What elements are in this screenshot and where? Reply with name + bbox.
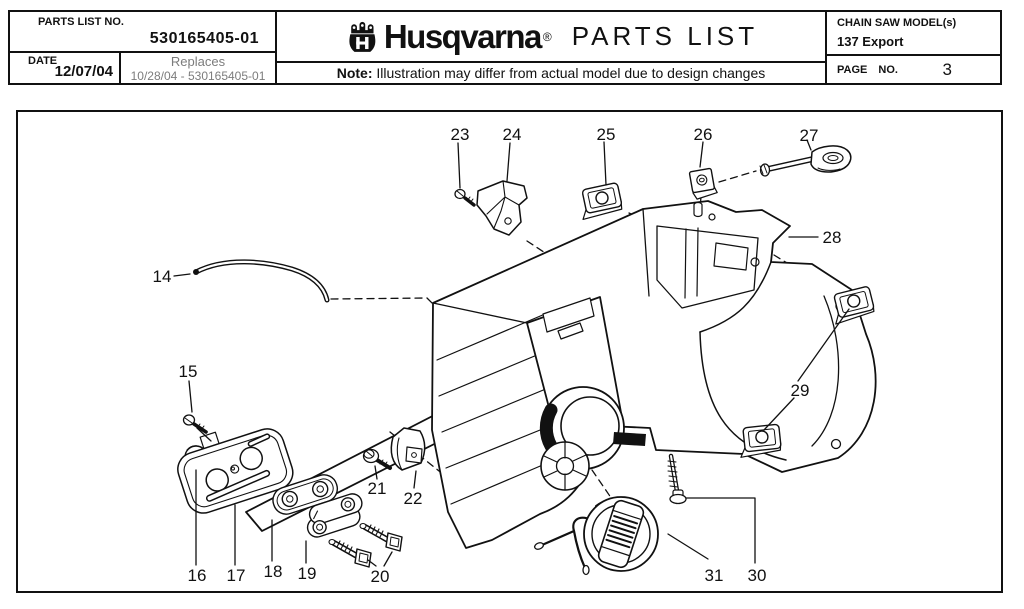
part-26-square-nut bbox=[689, 168, 717, 200]
parts-list-no-value: 530165405-01 bbox=[149, 30, 259, 47]
part-27-choke-lever bbox=[760, 146, 851, 176]
part-28-crankcase-housing bbox=[432, 201, 876, 548]
page-cell bbox=[825, 56, 1000, 83]
callout-19: 19 bbox=[297, 564, 317, 583]
callout-25: 25 bbox=[596, 125, 616, 144]
parts-list-no-cell bbox=[10, 12, 277, 53]
page-label: PAGE NO. bbox=[837, 63, 898, 76]
logo-cell bbox=[277, 12, 825, 61]
date-label: DATE bbox=[28, 55, 58, 67]
bolt-b bbox=[360, 524, 402, 552]
header-table bbox=[8, 10, 1002, 85]
husqvarna-crown-icon bbox=[344, 19, 380, 55]
callout-30: 30 bbox=[747, 566, 767, 585]
date-cell bbox=[10, 53, 121, 83]
callout-31: 31 bbox=[704, 566, 724, 585]
page-number: 3 bbox=[942, 59, 952, 79]
bolt-a bbox=[329, 540, 371, 568]
callout-29: 29 bbox=[790, 381, 810, 400]
note-cell bbox=[277, 61, 825, 83]
replaces-value: 10/28/04 - 530165405-01 bbox=[130, 69, 266, 83]
callout-18: 18 bbox=[263, 562, 283, 581]
callout-20: 20 bbox=[370, 567, 390, 586]
callout-22: 22 bbox=[403, 489, 423, 508]
part-15-screw bbox=[184, 415, 207, 432]
callout-28: 28 bbox=[822, 228, 842, 247]
replaces-label: Replaces bbox=[170, 54, 226, 69]
callout-24: 24 bbox=[502, 125, 522, 144]
part-25-clip-nut bbox=[577, 183, 623, 220]
document-title: PARTS LIST bbox=[571, 21, 759, 51]
replaces-cell bbox=[121, 53, 277, 83]
model-cell bbox=[825, 12, 1000, 56]
part-30-screw bbox=[668, 456, 686, 504]
callout-14: 14 bbox=[152, 267, 172, 286]
part-14-fuel-hose bbox=[193, 262, 327, 300]
model-value: 137 Export bbox=[837, 34, 904, 49]
callout-15: 15 bbox=[178, 362, 198, 381]
diagram-frame bbox=[16, 110, 1003, 593]
part-23-screw bbox=[455, 190, 474, 206]
callout-17: 17 bbox=[226, 566, 246, 585]
brand-name: Husqvarna bbox=[383, 17, 541, 55]
part-24-bracket bbox=[477, 181, 527, 235]
date-value: 12/07/04 bbox=[54, 63, 113, 80]
model-label: CHAIN SAW MODEL(s) bbox=[837, 17, 957, 29]
callout-21: 21 bbox=[367, 479, 387, 498]
parts-list-no-label: PARTS LIST NO. bbox=[38, 16, 124, 28]
note-label: Note: bbox=[336, 65, 373, 81]
callout-27: 27 bbox=[799, 126, 819, 145]
callout-16: 16 bbox=[187, 566, 207, 585]
registered-mark: ® bbox=[542, 29, 552, 44]
callout-23: 23 bbox=[450, 125, 470, 144]
note-text: Illustration may differ from actual model due to design changes bbox=[372, 65, 766, 81]
part-22-guide-clip bbox=[391, 428, 424, 470]
exploded-view-diagram bbox=[18, 112, 1001, 591]
callout-26: 26 bbox=[693, 125, 713, 144]
